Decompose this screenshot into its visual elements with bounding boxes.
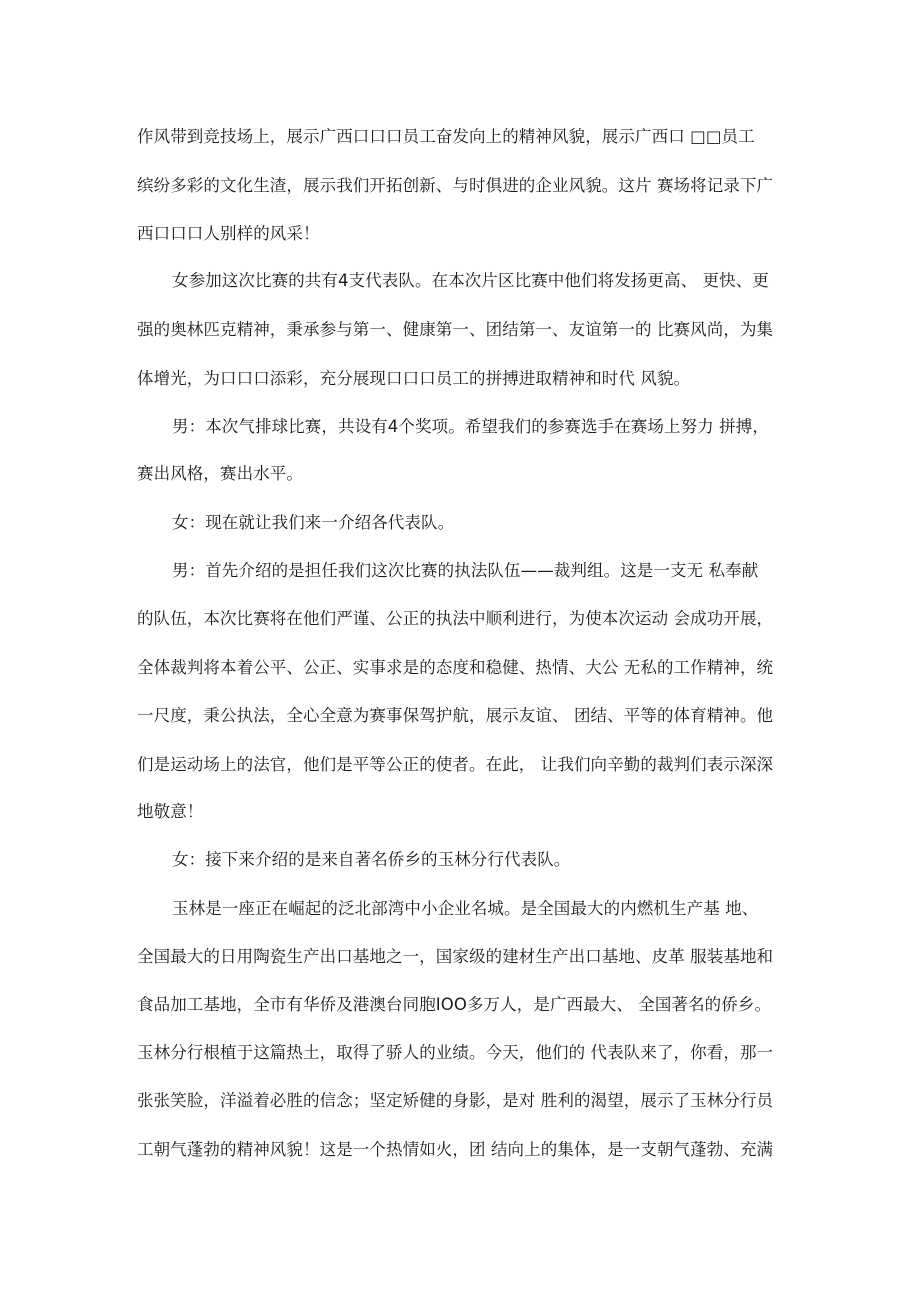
- text-line: 玉林是一座正在崛起的泛北部湾中小企业名城。是全国最大的内燃机生产基 地、: [172, 899, 759, 918]
- text-line: 全体裁判将本着公平、公正、实事求是的态度和稳健、热情、大公 无私的工作精神，统: [137, 658, 774, 677]
- text-line: 男：首先介绍的是担任我们这次比赛的执法队伍——裁判组。这是一支无 私奉献: [172, 561, 759, 580]
- text-line: 地敬意！: [137, 802, 204, 821]
- text-line: 作风带到竞技场上，展示广西口口口员工奋发向上的精神风貌，展示广西口 □□员工: [137, 127, 755, 146]
- text-line: 食品加工基地，全市有华侨及港澳台同胞IOO多万人，是广西最大、 全国著名的侨乡。: [137, 995, 772, 1014]
- text-line: 西口口口人别样的风采！: [137, 224, 320, 243]
- text-line: 玉林分行根植于这篇热土，取得了骄人的业绩。今天，他们的 代表队来了，你看，那一: [137, 1043, 774, 1062]
- text-line: 女参加这次比赛的共有4支代表队。在本次片区比赛中他们将发扬更高、 更快、更: [172, 271, 769, 290]
- text-line: 的队伍，本次比赛将在他们严谨、公正的执法中顺利进行，为使本次运动 会成功开展，: [137, 609, 774, 628]
- text-line: 强的奥林匹克精神，秉承参与第一、健康第一、团结第一、友谊第一的 比赛风尚，为集: [137, 320, 774, 339]
- text-line: 女：接下来介绍的是来自著名侨乡的玉林分行代表队。: [172, 850, 571, 869]
- text-line: 张张笑脸，洋溢着必胜的信念；坚定矫健的身影，是对 胜利的渴望，展示了玉林分行员: [137, 1091, 774, 1110]
- text-line: 们是运动场上的法官，他们是平等公正的使者。在此， 让我们向辛勤的裁判们表示深深: [137, 755, 774, 774]
- text-line: 男：本次气排球比赛，共设有4个奖项。希望我们的参赛选手在赛场上努力 拼搏，: [172, 417, 769, 436]
- text-line: 女：现在就让我们来一介绍各代表队。: [172, 513, 455, 532]
- text-line: 工朝气蓬勃的精神风貌！这是一个热情如火，团 结向上的集体，是一支朝气蓬勃、充满: [137, 1140, 774, 1159]
- text-line: 缤纷多彩的文化生渣，展示我们开拓创新、与时俱进的企业风貌。这片 赛场将记录下广: [137, 176, 774, 195]
- text-line: 赛出风格，赛出水平。: [137, 464, 303, 483]
- text-line: 体增光，为口口口添彩，充分展现口口口员工的拼搏进取精神和时代 风貌。: [137, 369, 691, 388]
- text-line: 全国最大的日用陶瓷生产出口基地之一，国家级的建材生产出口基地、皮革 服装基地和: [137, 947, 774, 966]
- text-line: 一尺度，秉公执法，全心全意为赛事保驾护航，展示友谊、 团结、平等的体育精神。他: [137, 706, 774, 725]
